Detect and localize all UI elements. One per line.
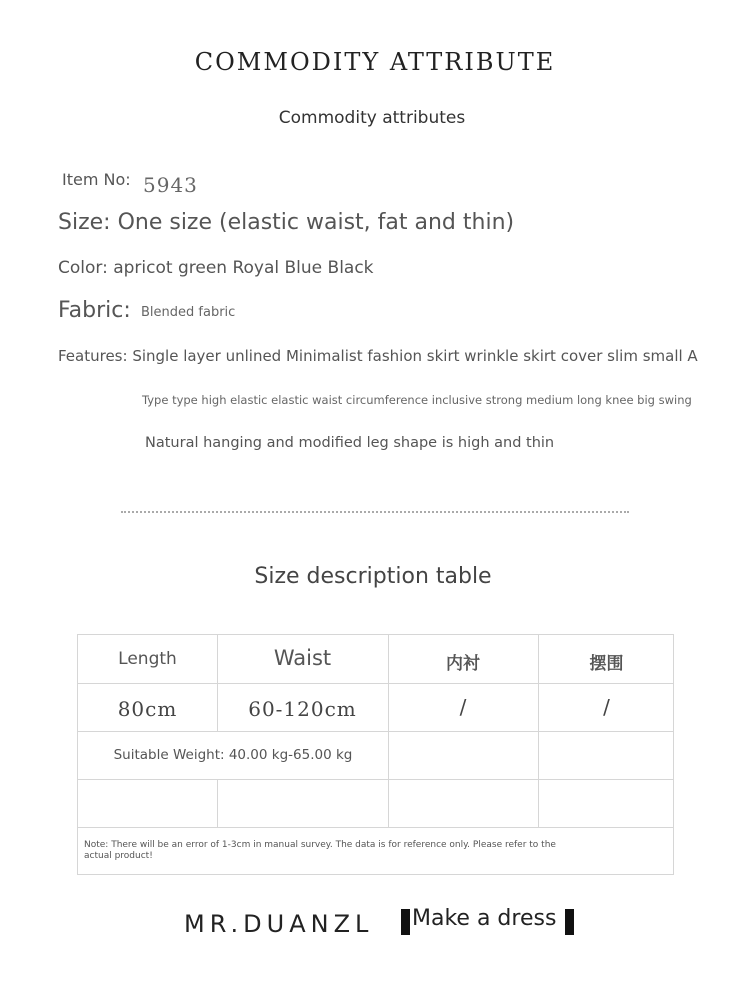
header-length: Length [118, 649, 177, 669]
measurement-note: Note: There will be an error of 1-3cm in manual survey. The data is for reference only. Please refer to the actual product! [84, 840, 556, 861]
header-waist: Waist [273, 646, 332, 670]
features-line-1: Features: Single layer unlined Minimalist fashion skirt wrinkle skirt cover slim small A [58, 347, 698, 365]
brand-name: MR.DUANZL [184, 910, 374, 938]
value-hem: / [603, 695, 610, 719]
size-table-title: Size description table [254, 564, 492, 589]
page-title: COMMODITY ATTRIBUTE [194, 48, 556, 76]
size-table [77, 634, 674, 875]
value-waist: 60-120cm [248, 697, 357, 721]
table-divider [78, 827, 673, 828]
dotted-divider [121, 511, 629, 513]
tagline-bar-left [401, 909, 410, 935]
item-number-value: 5943 [143, 173, 198, 197]
value-lining: / [459, 695, 467, 719]
table-divider [78, 779, 673, 780]
color-attribute: Color: apricot green Royal Blue Black [58, 258, 374, 278]
header-lining: 内衬 [446, 653, 480, 674]
fabric-label: Fabric: [58, 298, 131, 323]
item-number-label: Item No: [62, 170, 131, 189]
size-attribute: Size: One size (elastic waist, fat and thin) [58, 210, 515, 235]
header-hem: 摆围 [589, 653, 624, 674]
page-subtitle: Commodity attributes [278, 108, 466, 128]
value-length: 80cm [117, 697, 178, 721]
table-divider [217, 779, 218, 827]
brand-tagline: Make a dress [412, 906, 557, 931]
features-line-3: Natural hanging and modified leg shape is high and thin [145, 435, 555, 451]
fabric-value: Blended fabric [141, 305, 236, 320]
tagline-bar-right [565, 909, 574, 935]
features-line-2: Type type high elastic elastic waist circumference inclusive strong medium long knee big swing [142, 393, 692, 407]
suitable-weight: Suitable Weight: 40.00 kg-65.00 kg [113, 747, 353, 763]
